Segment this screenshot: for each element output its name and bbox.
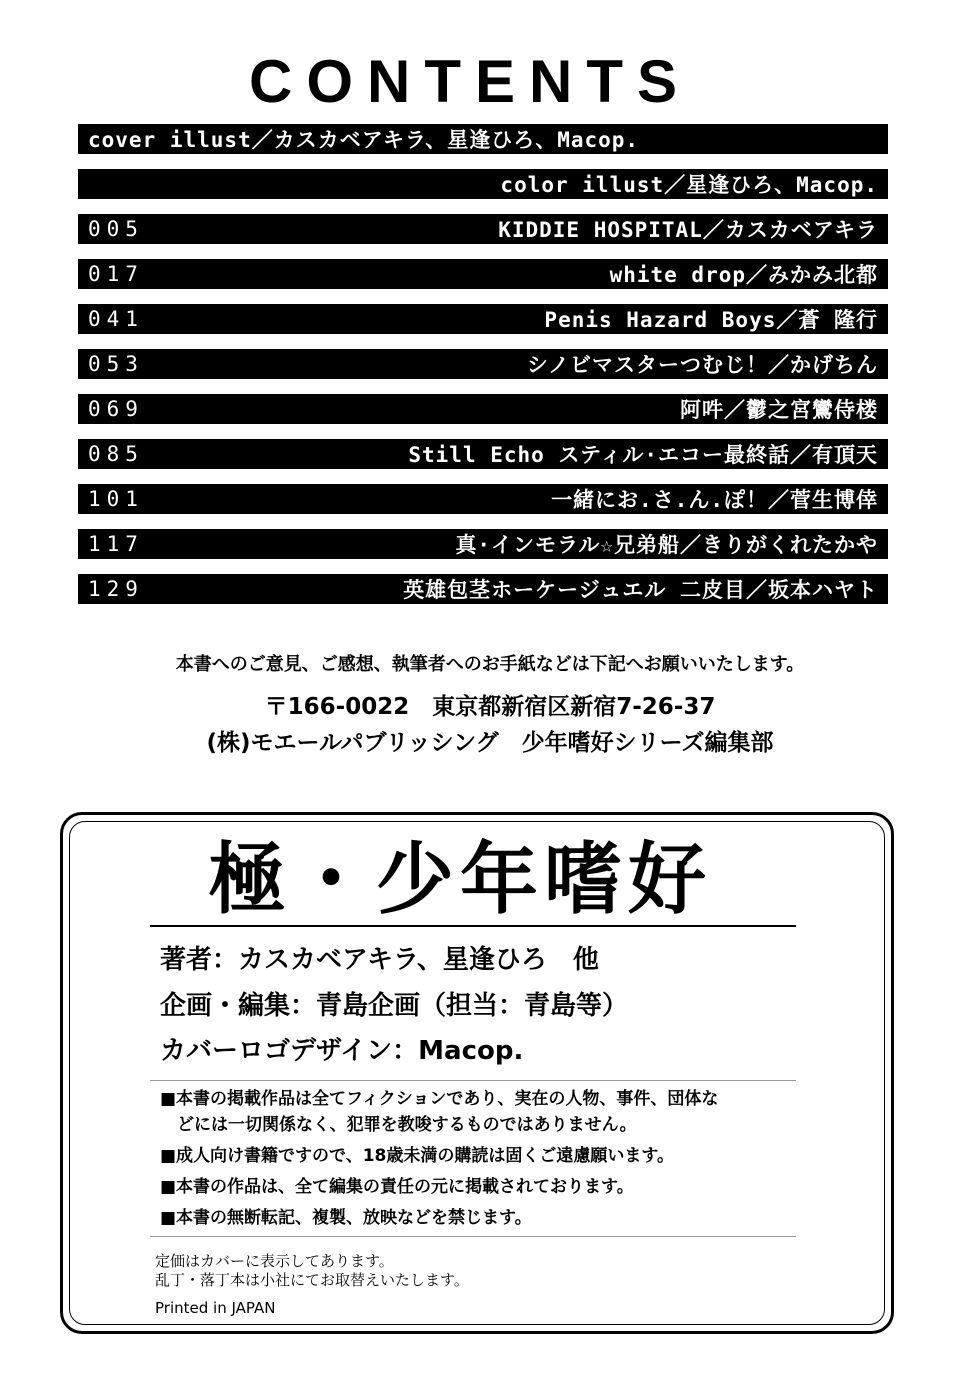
notice-fiction: ■本書の掲載作品は全てフィクションであり、実在の人物、事件、団体な <box>160 1089 719 1109</box>
price-note: 定価はカバーに表示してあります。 <box>155 1252 394 1270</box>
toc-row <box>78 439 888 469</box>
toc-row <box>78 169 888 199</box>
toc-row <box>78 349 888 379</box>
toc-title: Still Echo スティル·エコー最終話／有頂天 <box>408 443 878 467</box>
toc-title: 一緒にお.さ.ん.ぽ！／菅生博倖 <box>551 488 878 512</box>
toc-row <box>78 394 888 424</box>
notice-fiction-cont: どには一切関係なく、犯罪を教唆するものではありません。 <box>160 1115 637 1135</box>
credit-authors: 著者：カスカベアキラ、星逢ひろ 他 <box>160 945 599 975</box>
toc-title: 英雄包茎ホーケージュエル 二皮目／坂本ハヤト <box>403 578 878 602</box>
toc-page-number: 053 <box>88 352 144 376</box>
toc-row <box>78 214 888 244</box>
toc-page-number: 069 <box>88 397 144 421</box>
replace-note: 乱丁・落丁本は小社にてお取替えいたします。 <box>155 1271 469 1289</box>
toc-title: シノビマスターつむじ！／かげちん <box>526 353 878 377</box>
toc-row <box>78 529 888 559</box>
contents-title: CONTENTS <box>249 48 691 115</box>
toc-row <box>78 574 888 604</box>
toc-page-number: 129 <box>88 577 144 601</box>
toc-title: cover illust／カスカベアキラ、星逢ひろ、Macop. <box>88 128 640 152</box>
publisher-name: (株)モエールパブリッシング 少年嗜好シリーズ編集部 <box>206 730 774 756</box>
toc-title: white drop／みかみ北都 <box>609 263 878 287</box>
notice-adult: ■成人向け書籍ですので、18歳未満の購読は固くご遠慮願います。 <box>160 1146 675 1166</box>
toc-title: 阿吽／鬱之宮鸞侍楼 <box>680 398 878 422</box>
postal-address: 〒166-0022 東京都新宿区新宿7-26-37 <box>264 694 716 720</box>
notice-copyright: ■本書の無断転記、複製、放映などを禁じます。 <box>160 1208 532 1228</box>
toc-title: 真·インモラル☆兄弟船／きりがくれたかや <box>455 533 878 557</box>
toc-row <box>78 124 888 154</box>
toc-page-number: 005 <box>88 217 144 241</box>
toc-row <box>78 259 888 289</box>
divider <box>150 1080 796 1081</box>
toc-title: KIDDIE HOSPITAL／カスカベアキラ <box>498 218 878 242</box>
toc-row <box>78 484 888 514</box>
credit-editing: 企画・編集：青島企画（担当：青島等） <box>160 991 629 1021</box>
toc-page-number: 085 <box>88 442 144 466</box>
notice-responsibility: ■本書の作品は、全て編集の責任の元に掲載されております。 <box>160 1177 634 1197</box>
toc-title: Penis Hazard Boys／蒼 隆行 <box>544 308 878 332</box>
toc-title: color illust／星逢ひろ、Macop. <box>500 173 878 197</box>
credit-logo-design: カバーロゴデザイン：Macop. <box>160 1036 524 1066</box>
toc-page-number: 101 <box>88 487 144 511</box>
printed-in: Printed in JAPAN <box>155 1299 276 1317</box>
toc-page-number: 017 <box>88 262 144 286</box>
book-title: 極・少年嗜好 <box>207 835 712 925</box>
toc-page-number: 117 <box>88 532 144 556</box>
toc-row <box>78 304 888 334</box>
address-intro: 本書へのご意見、ご感想、執筆者へのお手紙などは下記へお願いいたします。 <box>175 654 805 675</box>
divider <box>150 1236 796 1237</box>
toc-page-number: 041 <box>88 307 144 331</box>
divider <box>150 925 796 927</box>
